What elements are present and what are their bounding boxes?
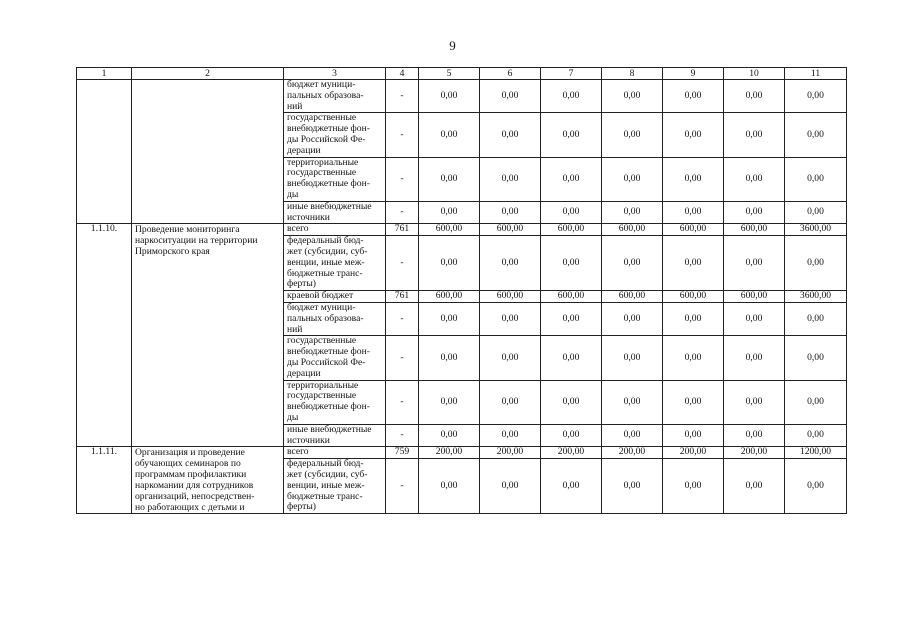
- funding-source-line: ды Российской Фе-: [287, 356, 366, 368]
- amount-cell: 0,00: [541, 302, 602, 335]
- amount-cell: 0,00: [724, 336, 785, 380]
- measure-name-line: программам профилактики: [135, 469, 247, 481]
- funding-source-line: краевой бюджет: [287, 290, 354, 302]
- amount-cell: 0,00: [785, 302, 847, 335]
- funding-source-line: внебюджетные фон-: [287, 346, 370, 358]
- funding-source-line: ний: [287, 323, 303, 335]
- column-number: 9: [663, 68, 724, 80]
- funding-source-line: ды: [287, 411, 299, 423]
- amount-cell: 200,00: [541, 447, 602, 459]
- amount-cell: 0,00: [419, 80, 480, 113]
- funding-source-line: ды: [287, 188, 299, 200]
- budget-code: -: [386, 459, 419, 514]
- measure-name: [132, 224, 284, 447]
- column-number: 2: [132, 68, 284, 80]
- funding-source-line: федеральный бюд-: [287, 458, 364, 470]
- amount-cell: 0,00: [663, 336, 724, 380]
- amount-cell: 0,00: [785, 336, 847, 380]
- amount-cell: 0,00: [663, 380, 724, 424]
- funding-source-line: бюджетные транс-: [287, 267, 363, 279]
- amount-cell: 0,00: [419, 302, 480, 335]
- amount-cell: 600,00: [419, 224, 480, 236]
- amount-cell: 0,00: [541, 336, 602, 380]
- amount-cell: 0,00: [663, 459, 724, 514]
- funding-source: [284, 236, 386, 291]
- amount-cell: 0,00: [724, 80, 785, 113]
- column-number: 1: [77, 68, 132, 80]
- amount-cell: 0,00: [602, 236, 663, 291]
- amount-cell: 200,00: [480, 447, 541, 459]
- amount-cell: 0,00: [419, 157, 480, 201]
- measure-code: 1.1.10.: [77, 224, 132, 447]
- budget-code: -: [386, 302, 419, 335]
- measure-name-line: Приморского края: [135, 246, 210, 258]
- amount-cell: 0,00: [602, 424, 663, 447]
- funding-source-line: бюджетные транс-: [287, 490, 363, 502]
- budget-code: 759: [386, 447, 419, 459]
- amount-cell: 0,00: [663, 201, 724, 224]
- budget-table: [76, 67, 847, 514]
- funding-source-line: ферты): [287, 501, 316, 513]
- funding-source: [284, 424, 386, 447]
- amount-cell: 0,00: [785, 80, 847, 113]
- budget-code: -: [386, 424, 419, 447]
- amount-cell: 0,00: [724, 236, 785, 291]
- funding-source: [284, 80, 386, 113]
- amount-cell: 3600,00: [785, 224, 847, 236]
- amount-cell: 600,00: [663, 291, 724, 303]
- amount-cell: 0,00: [663, 113, 724, 157]
- amount-cell: 0,00: [724, 157, 785, 201]
- amount-cell: 0,00: [785, 459, 847, 514]
- funding-source-line: источники: [287, 211, 330, 223]
- amount-cell: 0,00: [785, 236, 847, 291]
- funding-source-line: территориальные: [287, 156, 359, 168]
- amount-cell: 0,00: [602, 336, 663, 380]
- amount-cell: 0,00: [602, 113, 663, 157]
- budget-code: -: [386, 236, 419, 291]
- amount-cell: 0,00: [419, 113, 480, 157]
- amount-cell: 1200,00: [785, 447, 847, 459]
- funding-source-line: территориальные: [287, 379, 359, 391]
- amount-cell: 0,00: [541, 113, 602, 157]
- budget-code: -: [386, 157, 419, 201]
- amount-cell: 0,00: [541, 380, 602, 424]
- amount-cell: 0,00: [480, 424, 541, 447]
- amount-cell: 0,00: [541, 236, 602, 291]
- amount-cell: 0,00: [419, 201, 480, 224]
- table-row: [77, 80, 847, 113]
- amount-cell: 0,00: [724, 424, 785, 447]
- amount-cell: 600,00: [663, 224, 724, 236]
- budget-code: -: [386, 80, 419, 113]
- measure-name-line: организаций, непосредствен-: [135, 491, 255, 503]
- amount-cell: 200,00: [419, 447, 480, 459]
- funding-source-line: всего: [287, 446, 309, 458]
- funding-source-line: государственные: [287, 167, 357, 179]
- amount-cell: 0,00: [541, 424, 602, 447]
- amount-cell: 0,00: [480, 157, 541, 201]
- amount-cell: 0,00: [480, 302, 541, 335]
- measure-name-line: Проведение мониторинга: [135, 224, 240, 236]
- measure-code: 1.1.11.: [77, 447, 132, 514]
- column-number: 3: [284, 68, 386, 80]
- budget-code: -: [386, 201, 419, 224]
- funding-source-line: дерации: [287, 144, 321, 156]
- funding-source: [284, 459, 386, 514]
- amount-cell: 0,00: [724, 201, 785, 224]
- budget-code: 761: [386, 291, 419, 303]
- funding-source-line: государственные: [287, 390, 357, 402]
- page-number: 9: [449, 38, 456, 53]
- budget-code: -: [386, 336, 419, 380]
- funding-source: [284, 224, 386, 236]
- measure-code: [77, 80, 132, 224]
- column-number: 7: [541, 68, 602, 80]
- amount-cell: 0,00: [541, 80, 602, 113]
- funding-source-line: дерации: [287, 367, 321, 379]
- funding-source-line: ний: [287, 100, 303, 112]
- budget-table-body: [77, 68, 847, 514]
- measure-name: [132, 447, 284, 514]
- funding-source-line: внебюджетные фон-: [287, 178, 370, 190]
- amount-cell: 3600,00: [785, 291, 847, 303]
- funding-source-line: бюджет муници-: [287, 79, 356, 90]
- funding-source-line: венции, иные меж-: [287, 256, 365, 268]
- amount-cell: 600,00: [602, 291, 663, 303]
- amount-cell: 600,00: [541, 291, 602, 303]
- amount-cell: 0,00: [480, 113, 541, 157]
- funding-source: [284, 302, 386, 335]
- amount-cell: 0,00: [480, 380, 541, 424]
- table-row: [77, 224, 847, 236]
- amount-cell: 0,00: [724, 113, 785, 157]
- amount-cell: 600,00: [480, 224, 541, 236]
- amount-cell: 0,00: [724, 302, 785, 335]
- measure-name-line: наркомании для сотрудников: [135, 480, 254, 492]
- funding-source: [284, 291, 386, 303]
- budget-code: -: [386, 380, 419, 424]
- amount-cell: 0,00: [785, 424, 847, 447]
- measure-name-line: обучающих семинаров по: [135, 458, 241, 470]
- amount-cell: 600,00: [724, 224, 785, 236]
- amount-cell: 0,00: [785, 157, 847, 201]
- column-number: 11: [785, 68, 847, 80]
- amount-cell: 600,00: [480, 291, 541, 303]
- column-number: 6: [480, 68, 541, 80]
- amount-cell: 0,00: [663, 80, 724, 113]
- measure-name-line: но работающих с детьми и: [135, 502, 245, 514]
- funding-source-line: ферты): [287, 278, 316, 290]
- amount-cell: 0,00: [602, 157, 663, 201]
- funding-source: [284, 447, 386, 459]
- amount-cell: 0,00: [419, 336, 480, 380]
- column-number: 8: [602, 68, 663, 80]
- funding-source-line: бюджет муници-: [287, 301, 356, 313]
- budget-code: -: [386, 113, 419, 157]
- funding-source-line: федеральный бюд-: [287, 235, 364, 247]
- amount-cell: 0,00: [724, 459, 785, 514]
- funding-source-line: пальных образова-: [287, 312, 364, 324]
- amount-cell: 0,00: [663, 302, 724, 335]
- amount-cell: 0,00: [419, 459, 480, 514]
- amount-cell: 0,00: [480, 336, 541, 380]
- funding-source: [284, 201, 386, 224]
- amount-cell: 0,00: [480, 236, 541, 291]
- amount-cell: 200,00: [602, 447, 663, 459]
- funding-source: [284, 157, 386, 201]
- measure-name-line: наркоситуации на территории: [135, 235, 258, 247]
- amount-cell: 0,00: [541, 157, 602, 201]
- amount-cell: 600,00: [602, 224, 663, 236]
- funding-source-line: венции, иные меж-: [287, 479, 365, 491]
- funding-source: [284, 380, 386, 424]
- funding-source-line: иные внебюджетные: [287, 423, 372, 435]
- column-number: 5: [419, 68, 480, 80]
- amount-cell: 0,00: [785, 380, 847, 424]
- funding-source-line: государственные: [287, 112, 357, 124]
- funding-source-line: всего: [287, 223, 309, 235]
- funding-source-line: жет (субсидии, суб-: [287, 468, 368, 480]
- funding-source: [284, 336, 386, 380]
- amount-cell: 0,00: [663, 236, 724, 291]
- amount-cell: 0,00: [602, 80, 663, 113]
- amount-cell: 0,00: [663, 424, 724, 447]
- column-number: 10: [724, 68, 785, 80]
- column-number-row: [77, 68, 847, 80]
- funding-source-line: ды Российской Фе-: [287, 133, 366, 145]
- column-number: 4: [386, 68, 419, 80]
- measure-name: [132, 80, 284, 224]
- amount-cell: 0,00: [419, 236, 480, 291]
- funding-source-line: внебюджетные фон-: [287, 401, 370, 413]
- funding-source-line: внебюджетные фон-: [287, 123, 370, 135]
- amount-cell: 200,00: [663, 447, 724, 459]
- amount-cell: 0,00: [602, 302, 663, 335]
- amount-cell: 0,00: [419, 380, 480, 424]
- amount-cell: 0,00: [602, 380, 663, 424]
- amount-cell: 0,00: [602, 459, 663, 514]
- amount-cell: 0,00: [480, 201, 541, 224]
- funding-source-line: государственные: [287, 335, 357, 347]
- measure-name-line: Организация и проведение: [135, 447, 245, 459]
- funding-source-line: пальных образова-: [287, 89, 364, 101]
- amount-cell: 600,00: [724, 291, 785, 303]
- funding-source-line: жет (субсидии, суб-: [287, 245, 368, 257]
- amount-cell: 600,00: [541, 224, 602, 236]
- amount-cell: 0,00: [419, 424, 480, 447]
- amount-cell: 0,00: [663, 157, 724, 201]
- amount-cell: 0,00: [602, 201, 663, 224]
- funding-source-line: иные внебюджетные: [287, 200, 372, 212]
- amount-cell: 200,00: [724, 447, 785, 459]
- funding-source: [284, 113, 386, 157]
- amount-cell: 0,00: [785, 201, 847, 224]
- amount-cell: 0,00: [541, 459, 602, 514]
- amount-cell: 0,00: [724, 380, 785, 424]
- amount-cell: 0,00: [785, 113, 847, 157]
- table-row: [77, 447, 847, 459]
- amount-cell: 0,00: [541, 201, 602, 224]
- funding-source-line: источники: [287, 434, 330, 446]
- amount-cell: 600,00: [419, 291, 480, 303]
- amount-cell: 0,00: [480, 80, 541, 113]
- budget-code: 761: [386, 224, 419, 236]
- amount-cell: 0,00: [480, 459, 541, 514]
